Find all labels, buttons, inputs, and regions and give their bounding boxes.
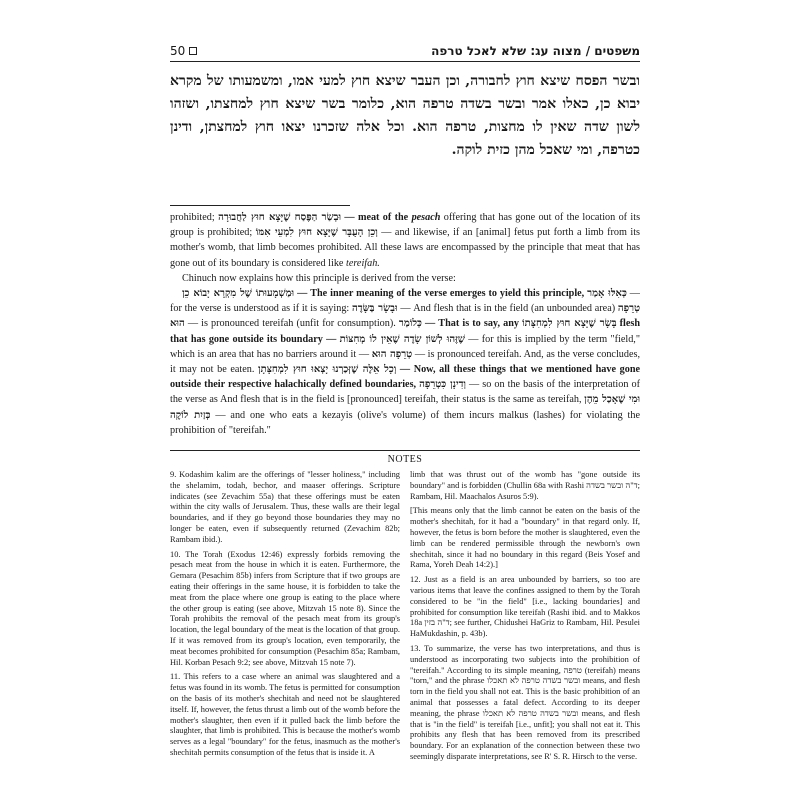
- translation-paragraph-3: וּמַשְׁמָעוּתוֹ שֶׁל מִקְרָא יָבוֹא כֵן — The inner meaning of the verse emerges to yield this principle, כְּאִלּוּ אָמַר — for the verse is understood as if it is saying: וּבָשָׂר בַּשָּׂדֶה — And flesh that is in the field (an unbounded area) טְרֵפָה הוּא — is pronounced tereifah (unfit for consumption). כְּלוֹמַר — That is to say, any בָּשָׂר שֶׁיָּצָא חוּץ לִמְחִצָּתוֹ flesh that has gone outside its boundary — שֶׁזֶּהוּ לְשׁוֹן שָׂדֶה שֶׁאֵין לוֹ מְחִצּוֹת — for this is implied by the term "field," which is an area that has no barriers around it — טְרֵפָה הוּא — is pronounced tereifah. And, as the verse concludes, it may not be eaten. וְכָל אֵלֶּה שֶׁזְּכַרְנוּ יָצְאוּ חוּץ לִמְחִצָּתָן — Now, all these things that we mentioned have gone outside their respective halachically defined boundaries, וְדִינָן כִּטְרֵפָה — so on the basis of the interpretation of the verse as And flesh that is in the field is [pronounced] tereifah, their status is the same as tereifah, וּמִי שֶׁאָכַל מֵהֶן כְּזַיִת לוֹקֶה — and one who eats a kezayis (olive's volume) of them incurs malkus (lashes) for violating the prohibition of "tereifah.": [170, 288, 641, 436]
- note-paragraph: 12. Just as a field is an area unbounded by barriers, so too are various items that leave the confines assigned to them by the Torah considered to be "in the field" [i.e., lacking boundaries] and prohibited for consumption like tereifah (Rashi ibid. and to Makkos 18a ד"ה בזין; see further, Chidushei HaGriz to Rambam, Hil. Pesulei HaMukdashin, p. 43b).: [410, 575, 640, 639]
- notes-header: NOTES: [170, 450, 640, 466]
- document-page: [170, 40, 640, 780]
- running-head-title: משפטים / מצוה עג: שלא לאכל טרפה: [431, 43, 640, 58]
- hebrew-phrase: בָּשָׂר שֶׁיָּצָא חוּץ לִמְחִצָּתוֹ: [522, 318, 617, 330]
- divider: [170, 205, 350, 206]
- note-paragraph: 10. The Torah (Exodus 12:46) expressly forbids removing the pesach meat from the house in which it is eaten. Furthermore, the Gemara (Pesachim 85b) infers from Scripture that if two groups are eating their offerings in the same house, it is forbidden to take the meat from the place where one group is eating to the place where the other group is eating (see above, Mitzvah 15 note 8). Since the Torah prohibits the removal of the pesach meat from its group's location, the legal boundary of the meat is the location of that group. If it was removed from its group's location, even temporarily, the meat becomes prohibited for consumption (Pesachim 85a; Rambam, Hil. Korban Pesach 9:2; see above, Mitzvah 15 note 7).: [170, 549, 400, 667]
- hebrew-main-text: ובשר הפסח שיצא חוץ לחבורה, וכן העבר שיצא חוץ למעי אמו, ומשמעותו של מקרא יבוא כן, כאלו אמר ובשר בשדה טרפה הוא, כלומר בשר שיצא חוץ למחצתו, ושזהו לשון שדה שאין לו מחצות, טרפה הוא. וכל אלה שזכרנו יצאו חוץ למחצתן, ודינן כטרפה, ומי שאכל מהן כזית לוקה.: [170, 73, 640, 158]
- hebrew-phrase: וּמַשְׁמָעוּתוֹ שֶׁל מִקְרָא יָבוֹא כֵן: [182, 288, 295, 300]
- hebrew-phrase: וְדִינָן כִּטְרֵפָה: [419, 379, 466, 391]
- hebrew-phrase: וּבָשָׂר בַּשָּׂדֶה: [352, 303, 398, 315]
- page-number-group: [170, 44, 197, 58]
- page-number: 50: [170, 43, 186, 58]
- translation-paragraph-2: Chinuch now explains how this principle is derived from the verse:: [182, 272, 456, 284]
- note-paragraph: 13. To summarize, the verse has two interpretations, and thus is understood as incorporating two subjects into the prohibition of "tereifah." According to its simple meaning, טרפה (tereifah) means "torn," and the phrase ובשר בשדה טרפה לא תאכלו means, and flesh torn in the field you shall not eat. This is the basic prohibition of an animal that possesses a fatal defect. According to its deeper meaning, the phrase ובשר בשדה טרפה לא תאכלו means, and flesh that is "in the field" is tereifah [i.e., unfit]; you shall not eat it. This prohibits any flesh that has been removed from its prescribed boundary. For an explanation of the connection between these two seemingly disparate interpretations, see R' S. R. Hirsch to the verse.: [410, 643, 640, 761]
- hebrew-phrase: שֶׁזֶּהוּ לְשׁוֹן שָׂדֶה שֶׁאֵין לוֹ מְחִצּוֹת: [339, 333, 465, 345]
- hebrew-phrase: כְּלוֹמַר: [398, 318, 422, 330]
- running-head: [170, 40, 640, 62]
- note-paragraph: limb that was thrust out of the womb has "gone outside its boundary" and is forbidden (Chullin 68a with Rashi ד"ה ובשר בשדה; Rambam, Hil. Maachalos Asuros 5:9).: [410, 470, 640, 501]
- hebrew-phrase: כְּאִלּוּ אָמַר: [587, 288, 627, 300]
- note-paragraph: 9. Kodashim kalim are the offerings of "lesser holiness," including the shelamim, todah, bechor, and maaser offerings. Scripture indicates (see Zevachim 55a) that these offerings must be eaten within the city walls of Jerusalem. Thus, these walls are their legal boundaries, and if they go beyond those boundaries they may no longer be eaten, even if subsequently returned (Zevachim 82b; Rambam ibid.).: [170, 470, 400, 544]
- note-paragraph: 11. This refers to a case where an animal was slaughtered and a fetus was found in its womb. The fetus is permitted for consumption on the basis of its mother's shechitah and need not be slaughtered itself. If, however, the fetus thrust a limb out of the womb before the mother's slaughter, then even if it pulled back the limb before the slaughter, that limb is prohibited. This is because the mother's womb serves as a legal "boundary" for the fetus, inasmuch as the mother's shechitah permits consumption of the fetus that is inside it. A: [170, 672, 400, 757]
- hebrew-phrase: וְכָל אֵלֶּה שֶׁזְּכַרְנוּ יָצְאוּ חוּץ לִמְחִצָּתָן: [258, 364, 397, 376]
- note-paragraph: [This means only that the limb cannot be eaten on the basis of the mother's shechitah, for it had a "boundary" in that regard only. If, however, the fetus is born before the mother is slaughtered, even the limb can be rendered permissible through the newborn's own shechitah, since it had no boundary in this regard (Beis Yosef and Rama, Yoreh Deah 14:2).]: [410, 506, 640, 570]
- notes-section: [170, 470, 640, 780]
- notes-column-left: [170, 470, 400, 780]
- hebrew-phrase: וּבְשַׂר הַפֶּסַח שֶׁיָּצָא חוּץ לַחֲבוּרָה: [218, 212, 342, 223]
- hebrew-phrase: טְרֵפָה הוּא: [170, 303, 641, 330]
- translation-paragraph-1: prohibited; וּבְשַׂר הַפֶּסַח שֶׁיָּצָא חוּץ לַחֲבוּרָה — meat of the pesach offering that has gone out of the location of its group is prohibited; וְכֵן הָעֻבָּר שֶׁיָּצָא חוּץ לִמְעֵי אִמּוֹ — and likewise, if an [animal] fetus put forth a limb from its mother's womb, that limb becomes prohibited. All these laws are encompassed by the principle that meat that has gone out of its boundary is considered like tereifah.: [170, 212, 641, 269]
- hebrew-phrase: וּמִי שֶׁאָכַל מֵהֶן כְּזַיִת לוֹקֶה: [170, 394, 640, 421]
- notes-column-right: [410, 470, 640, 780]
- hebrew-phrase: וְכֵן הָעֻבָּר שֶׁיָּצָא חוּץ לִמְעֵי אִמּוֹ: [255, 227, 378, 239]
- translation-section: [170, 210, 640, 442]
- square-icon: [189, 47, 197, 55]
- hebrew-phrase: טְרֵפָה הוּא: [371, 348, 413, 360]
